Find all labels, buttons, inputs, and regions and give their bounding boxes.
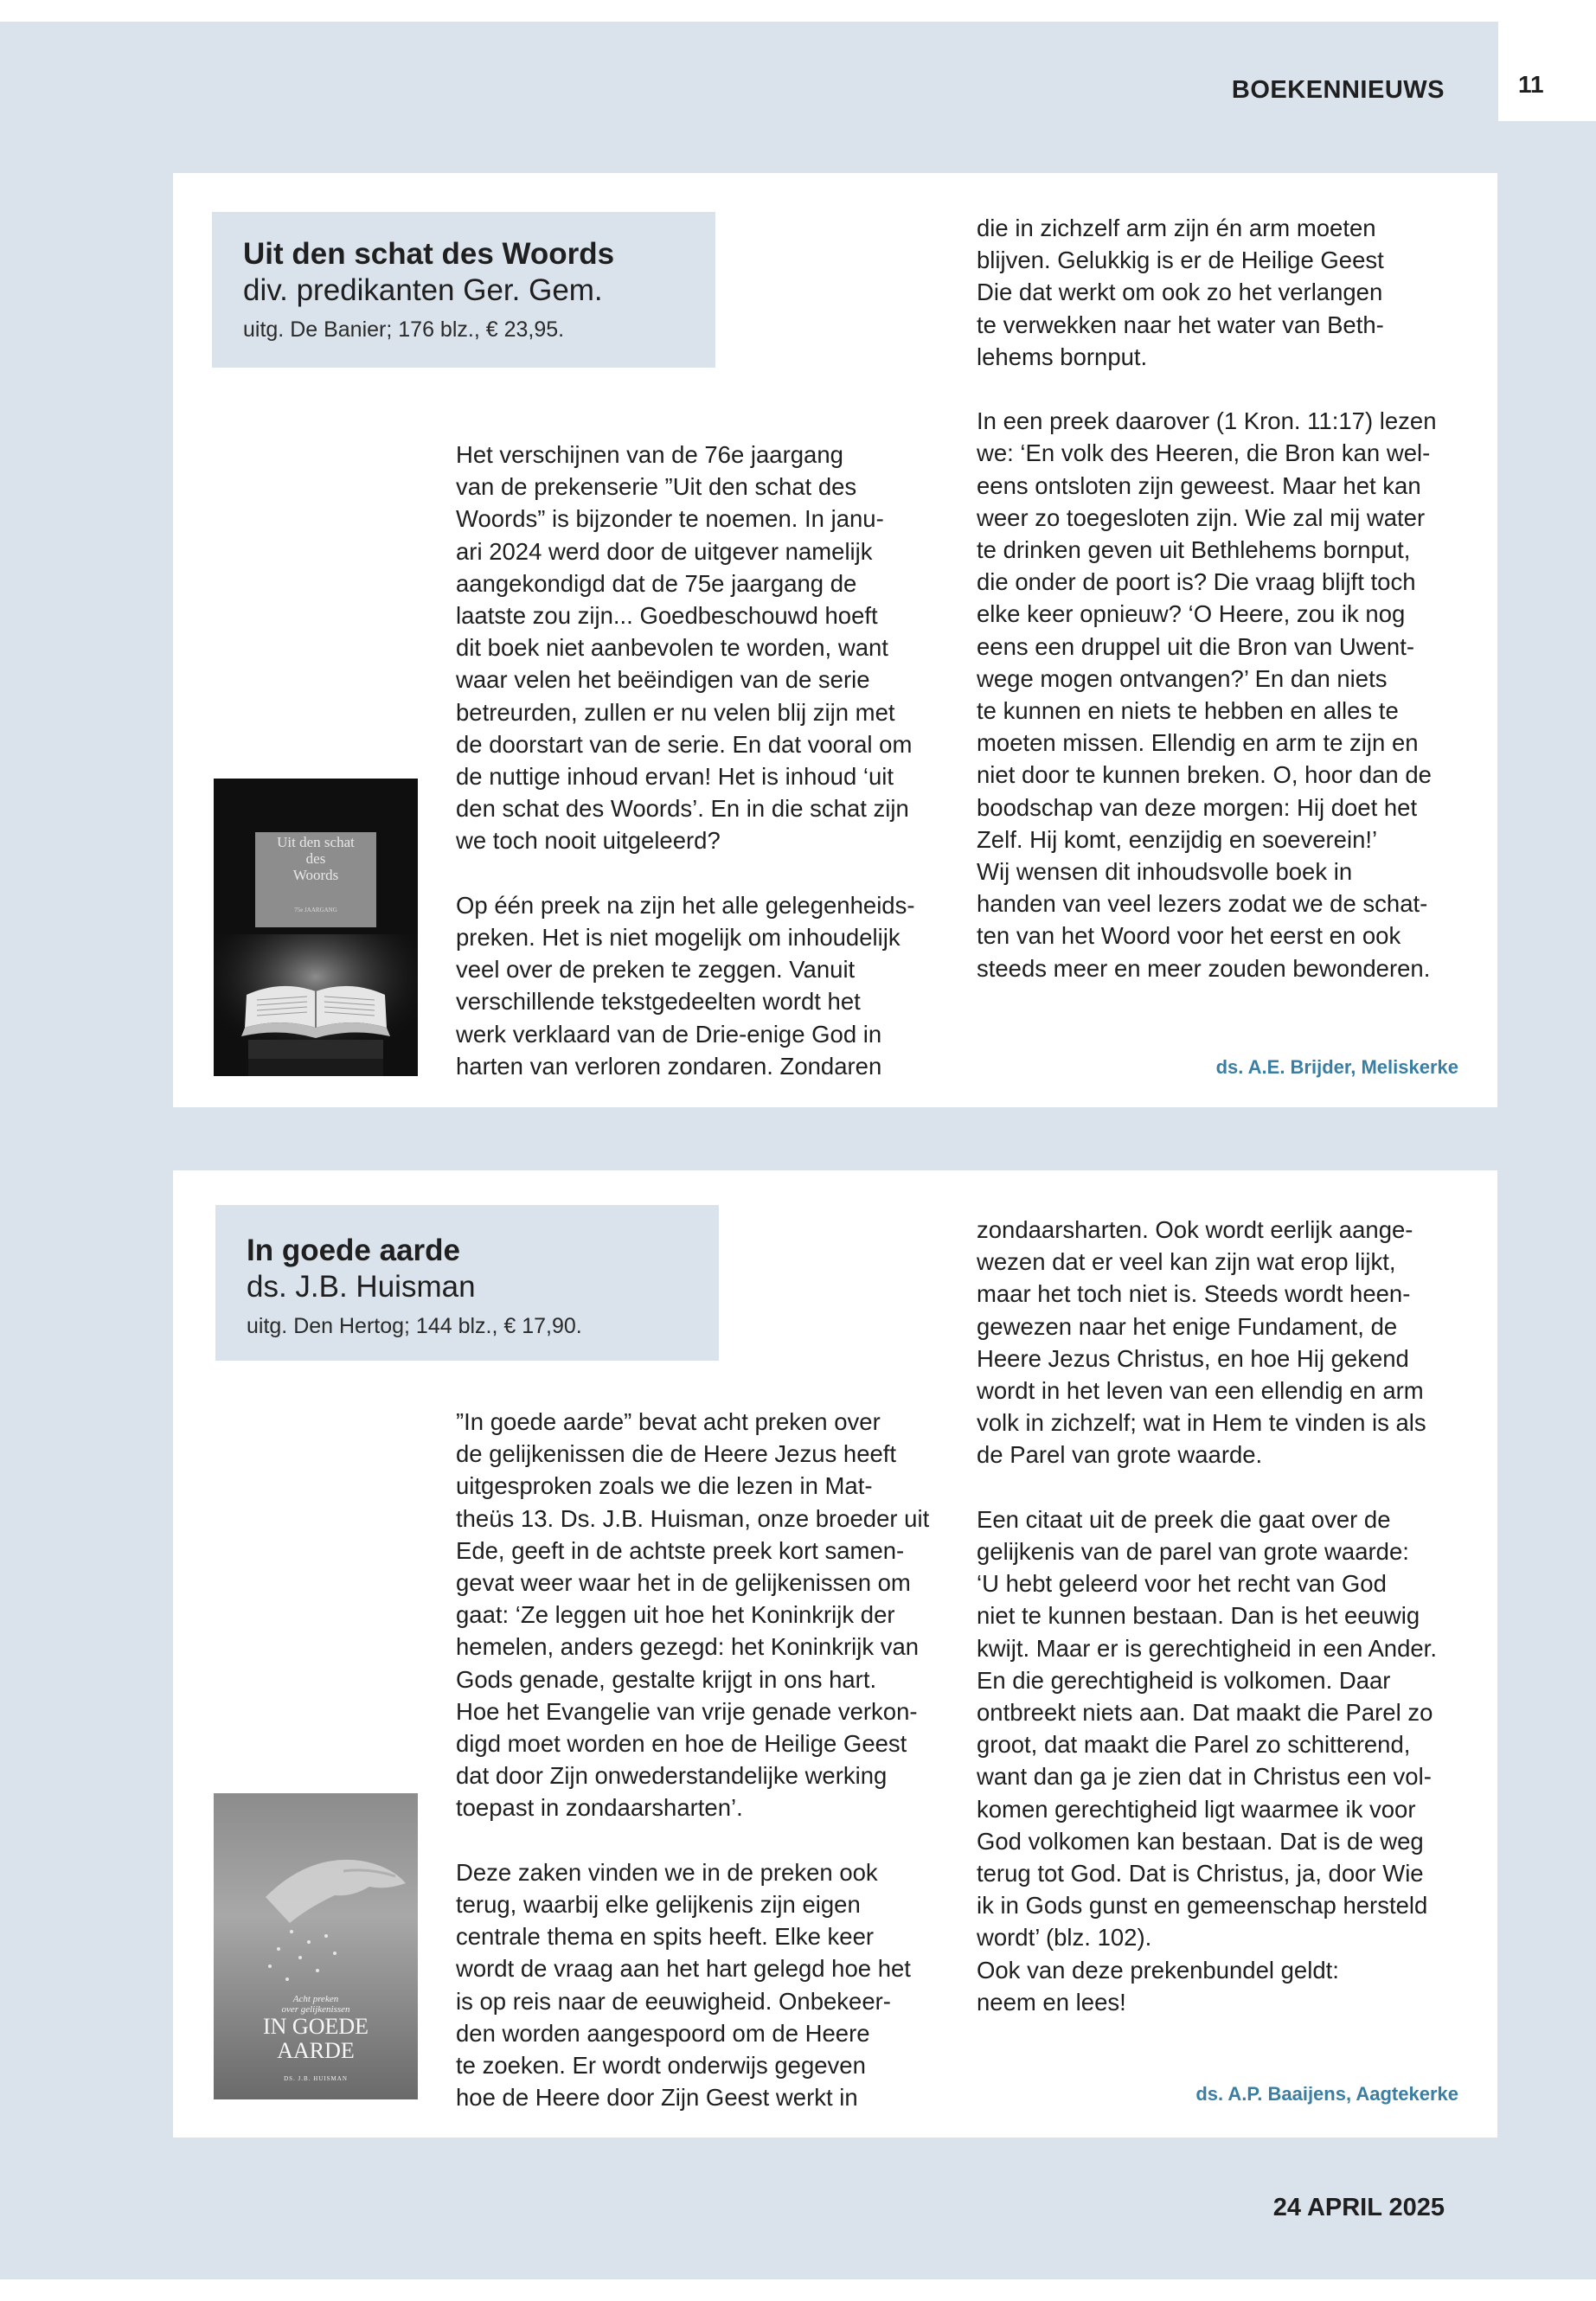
review-text-column-1: [456, 439, 940, 1082]
book-author: ds. J.B. Huisman: [247, 1270, 476, 1304]
review-card-1: [173, 173, 1497, 1107]
reviewer-signature: ds. A.P. Baaijens, Aagtekerke: [1195, 2083, 1458, 2105]
cover-author: DS. J.B. HUISMAN: [284, 2075, 348, 2082]
paragraph: Op één preek na zijn het alle gelegenheids- preken. Het is niet mogelijk om inhoudelijk veel over de preken te zeggen. Vanuit verschillende tekstgedeelten wordt het werk verklaard van de Drie-enige God in harten van verloren zondaren. Zondaren: [456, 891, 915, 1080]
paragraph: ”In goede aarde” bevat acht preken over de gelijkenissen die de Heere Jezus heeft uitgesproken zoals we die lezen in Mat- theüs 13. Ds. J.B. Huisman, onze broeder uit Ede, geeft in de achtste preek kort samen- gevat weer waar het in de gelijkenissen om gaat: ‘Ze leggen uit hoe het Koninkrijk der hemelen, anders gezegd: het Koninkrijk van Gods genade, gestalte krijgt in ons hart. Hoe het Evangelie van vrije genade verkon- digd moet worden en hoe de Heilige Geest dat door Zijn onwederstandelijke werking toepast in zondaarsharten’.: [456, 1408, 930, 1822]
page-number-box: [1498, 22, 1596, 121]
book-publisher-info: uitg. Den Hertog; 144 blz., € 17,90.: [247, 1314, 582, 1338]
open-book-illustration: [214, 934, 418, 1076]
section-label: BOEKENNIEUWS: [1231, 76, 1445, 104]
paragraph: Deze zaken vinden we in de preken ook terug, waarbij elke gelijkenis zijn eigen centrale thema en spits heeft. Elke keer wordt de vraag aan het hart gelegd hoe het is op reis naar de eeuwigheid. Onbekeer- den worden aangespoord om de Heere te zoeken. Er wordt onderwijs gegeven hoe de Heere door Zijn Geest werkt in: [456, 1858, 911, 2112]
book-info-box: [215, 1205, 719, 1361]
paragraph: Een citaat uit de preek die gaat over de gelijkenis van de parel van grote waarde: ‘U hebt geleerd voor het recht van God niet te kunnen bestaan. Dan is het eeuwig kwijt. Maar er is gerechtigheid in een Ander. En die gerechtigheid is volkomen. Daar ontbreekt niets aan. Dat maakt die Parel zo groot, dat maakt die Parel zo schitterend, want dan ga je zien dat in Christus een vol- komen gerechtigheid ligt waarmee ik voor God volkomen kan bestaan. Dat is de weg terug tot God. Dat is Christus, ja, door Wie ik in Gods gunst en gemeenschap hersteld wordt’ (blz. 102). Ook van deze prekenbundel geldt: neem en lees!: [977, 1505, 1437, 2016]
reviewer-signature: ds. A.E. Brijder, Meliskerke: [1215, 1056, 1458, 1078]
book-cover-image: [214, 779, 418, 1076]
review-text-column-1: [456, 1406, 940, 2113]
cover-subtitle: Acht preken over gelijkenissen: [281, 1994, 350, 2015]
review-text-column-2: [977, 1214, 1478, 2018]
issue-date: 24 APRIL 2025: [1272, 2194, 1445, 2221]
book-author: div. predikanten Ger. Gem.: [243, 273, 603, 307]
page-number: 11: [1518, 71, 1544, 98]
book-cover-image: [214, 1793, 418, 2099]
book-title: In goede aarde: [247, 1234, 461, 1267]
paragraph: In een preek daarover (1 Kron. 11:17) lezen we: ‘En volk des Heeren, die Bron kan wel- eens ontsloten zijn geweest. Maar het kan weer zo toegesloten zijn. Wie zal mij water te drinken geven uit Bethlehems bornput, die onder de poort is? Die vraag blijft toch elke keer opnieuw? ‘O Heere, zou ik nog eens een druppel uit die Bron van Uwent- wege mogen ontvangen?’ En dan niets te kunnen en niets te hebben en alles te moeten missen. Ellendig en arm te zijn en niet door te kunnen breken. O, hoor dan de boodschap van deze morgen: Hij doet het Zelf. Hij komt, eenzijdig en soeverein!’ Wij wensen dit inhoudsvolle boek in handen van veel lezers zodat we de schat- ten van het Woord voor het eerst en ook steeds meer en meer zouden bewonderen.: [977, 407, 1437, 982]
book-title: Uit den schat des Woords: [243, 237, 615, 271]
paragraph: zondaarsharten. Ook wordt eerlijk aange- wezen dat er veel kan zijn wat erop lijkt, maar het toch niet is. Steeds wordt heen- gewezen naar het enige Fundament, de Heere Jezus Christus, en hoe Hij gekend wordt in het leven van een ellendig en arm volk in zichzelf; wat in Hem te vinden is als de Parel van grote waarde.: [977, 1216, 1426, 1469]
book-info-box: [212, 212, 715, 368]
book-publisher-info: uitg. De Banier; 176 blz., € 23,95.: [243, 317, 565, 342]
cover-title: Uit den schat des Woords: [277, 834, 355, 883]
paragraph: Het verschijnen van de 76e jaargang van de prekenserie ”Uit den schat des Woords” is bijzonder te noemen. In janu- ari 2024 werd door de uitgever namelijk aangekondigd dat de 75e jaargang de laatste zou zijn... Goedbeschouwd hoeft dit boek niet aanbevolen te worden, want waar velen het beëindigen van de serie betreurden, zullen er nu velen blij zijn met de doorstart van de serie. En dat vooral om de nuttige inhoud ervan! Het is inhoud ‘uit den schat des Woords’. En in die schat zijn we toch nooit uitgeleerd?: [456, 441, 913, 855]
review-text-column-2: [977, 212, 1478, 984]
cover-subtitle: 75e JAARGANG: [294, 907, 337, 913]
review-card-2: [173, 1170, 1497, 2138]
paragraph: die in zichzelf arm zijn én arm moeten blijven. Gelukkig is er de Heilige Geest Die dat werkt om ook zo het verlangen te verwekken naar het water van Beth- lehems bornput.: [977, 215, 1384, 370]
cover-title: IN GOEDE AARDE: [262, 2014, 369, 2063]
